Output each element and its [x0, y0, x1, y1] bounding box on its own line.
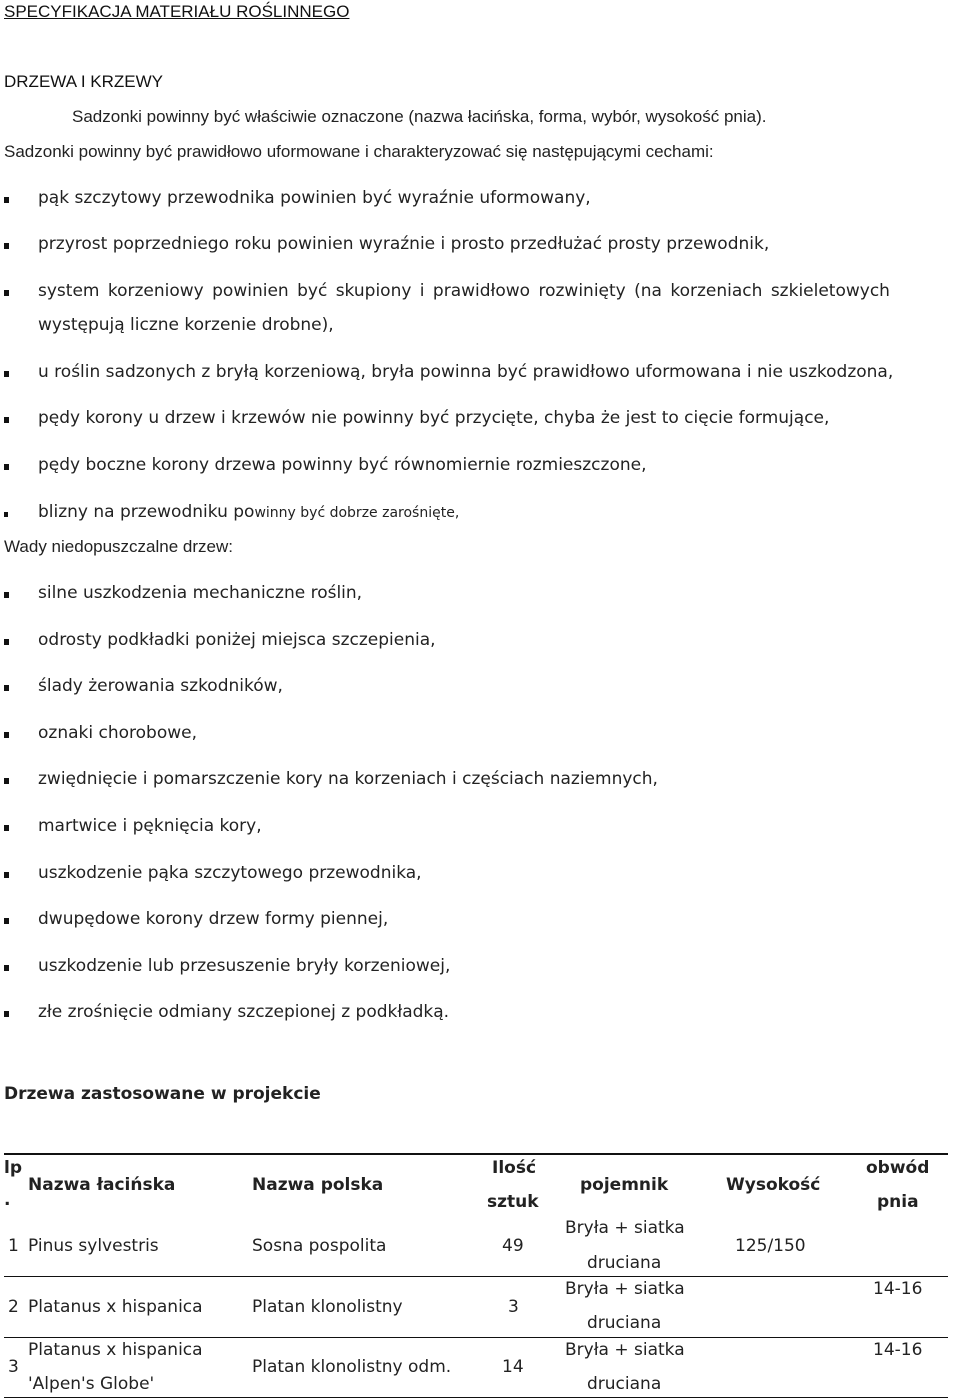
- cell-latin: Platanus x hispanica: [28, 1297, 203, 1317]
- cell-lp: 2: [8, 1297, 19, 1317]
- col-header-lp: lp: [4, 1158, 22, 1178]
- cell-latin: Pinus sylvestris: [28, 1236, 159, 1256]
- bullet-icon: [4, 243, 9, 249]
- bullet-icon: [4, 918, 9, 924]
- trees-heading: Drzewa zastosowane w projekcie: [4, 1084, 321, 1104]
- cell-lp: 3: [8, 1357, 19, 1377]
- bullet-icon: [4, 417, 9, 423]
- cell-qty: 14: [502, 1357, 524, 1377]
- cell-polish: Platan klonolistny: [252, 1297, 403, 1317]
- list-item: pąk szczytowy przewodnika powinien być wyraźnie uformowany,: [38, 188, 591, 208]
- list-item: dwupędowe korony drzew formy piennej,: [38, 909, 389, 929]
- bullet-icon: [4, 464, 9, 470]
- cell-container: Bryła + siatka: [565, 1218, 685, 1238]
- bullet-icon: [4, 197, 9, 203]
- col-header-container: pojemnik: [580, 1175, 669, 1195]
- list-item: ślady żerowania szkodników,: [38, 676, 283, 696]
- bullet-icon: [4, 732, 9, 738]
- list-item: odrosty podkładki poniżej miejsca szczepienia,: [38, 630, 436, 650]
- cell-container-cont: druciana: [587, 1253, 662, 1273]
- list-item: uszkodzenie pąka szczytowego przewodnika,: [38, 863, 422, 883]
- col-header-qty-unit: sztuk: [487, 1192, 539, 1212]
- list-item: silne uszkodzenia mechaniczne roślin,: [38, 583, 363, 603]
- list-item-continuation: występują liczne korzenie drobne),: [38, 315, 334, 335]
- list-item: martwice i pęknięcia kory,: [38, 816, 262, 836]
- col-header-girth: obwód: [866, 1158, 930, 1178]
- bullet-icon: [4, 639, 9, 645]
- row-rule: [4, 1397, 948, 1398]
- list-item: przyrost poprzedniego roku powinien wyraźnie i prosto przedłużać prosty przewodnik,: [38, 234, 770, 254]
- section-heading: DRZEWA I KRZEWY: [4, 72, 163, 91]
- page-title: SPECYFIKACJA MATERIAŁU ROŚLINNEGO: [4, 2, 350, 21]
- bullet-icon: [4, 825, 9, 831]
- list-item: u roślin sadzonych z bryłą korzeniową, bryła powinna być prawidłowo uformowana i nie uszkodzona,: [38, 362, 894, 382]
- list-item: system korzeniowy powinien być skupiony i prawidłowo rozwinięty (na korzeniach szkieletowych: [38, 281, 890, 301]
- cell-container: Bryła + siatka: [565, 1340, 685, 1360]
- bullet-icon: [4, 778, 9, 784]
- row-rule: [4, 1276, 948, 1277]
- row-rule: [4, 1337, 948, 1338]
- bullet-icon: [4, 512, 8, 517]
- cell-qty: 3: [508, 1297, 519, 1317]
- list-item: uszkodzenie lub przesuszenie bryły korzeniowej,: [38, 956, 451, 976]
- cell-container-cont: druciana: [587, 1374, 662, 1394]
- intro-line-1: Sadzonki powinny być właściwie oznaczone (nazwa łacińska, forma, wybór, wysokość pnia).: [72, 107, 767, 126]
- cell-girth: 14-16: [873, 1279, 923, 1299]
- list-item: zwiędnięcie i pomarszczenie kory na korzeniach i częściach naziemnych,: [38, 769, 658, 789]
- cell-qty: 49: [502, 1236, 524, 1256]
- col-header-qty: Ilość: [492, 1158, 537, 1178]
- intro-line-2: Sadzonki powinny być prawidłowo uformowane i charakteryzować się następującymi cechami:: [4, 142, 714, 161]
- list-item: oznaki chorobowe,: [38, 723, 197, 743]
- cell-lp: 1: [8, 1236, 19, 1256]
- cell-latin-cultivar: 'Alpen's Globe': [28, 1374, 155, 1394]
- bullet-icon: [4, 1011, 9, 1017]
- bullet-icon: [4, 371, 9, 377]
- defects-heading: Wady niedopuszczalne drzew:: [4, 537, 233, 556]
- cell-girth: 14-16: [873, 1340, 923, 1360]
- cell-container: Bryła + siatka: [565, 1279, 685, 1299]
- list-item: złe zrośnięcie odmiany szczepionej z podkładką.: [38, 1002, 450, 1022]
- col-header-girth-unit: pnia: [877, 1192, 919, 1212]
- col-header-lp-dot: .: [4, 1190, 11, 1210]
- bullet-icon: [4, 872, 9, 878]
- cell-polish: Platan klonolistny odm.: [252, 1357, 452, 1377]
- list-item: pędy korony u drzew i krzewów nie powinny być przycięte, chyba że jest to cięcie formujące,: [38, 408, 830, 428]
- list-item: blizny na przewodniku powinny być dobrze zarośnięte,: [38, 502, 460, 522]
- cell-latin: Platanus x hispanica: [28, 1340, 203, 1360]
- cell-polish: Sosna pospolita: [252, 1236, 387, 1256]
- cell-container-cont: druciana: [587, 1313, 662, 1333]
- col-header-polish: Nazwa polska: [252, 1175, 384, 1195]
- col-header-height: Wysokość: [726, 1175, 821, 1195]
- table-top-rule: [4, 1153, 948, 1155]
- bullet-icon: [4, 592, 9, 598]
- bullet-icon: [4, 965, 9, 971]
- list-item: pędy boczne korony drzewa powinny być równomiernie rozmieszczone,: [38, 455, 647, 475]
- cell-height: 125/150: [735, 1236, 806, 1256]
- col-header-latin: Nazwa łacińska: [28, 1175, 176, 1195]
- bullet-icon: [4, 685, 9, 691]
- bullet-icon: [4, 290, 9, 296]
